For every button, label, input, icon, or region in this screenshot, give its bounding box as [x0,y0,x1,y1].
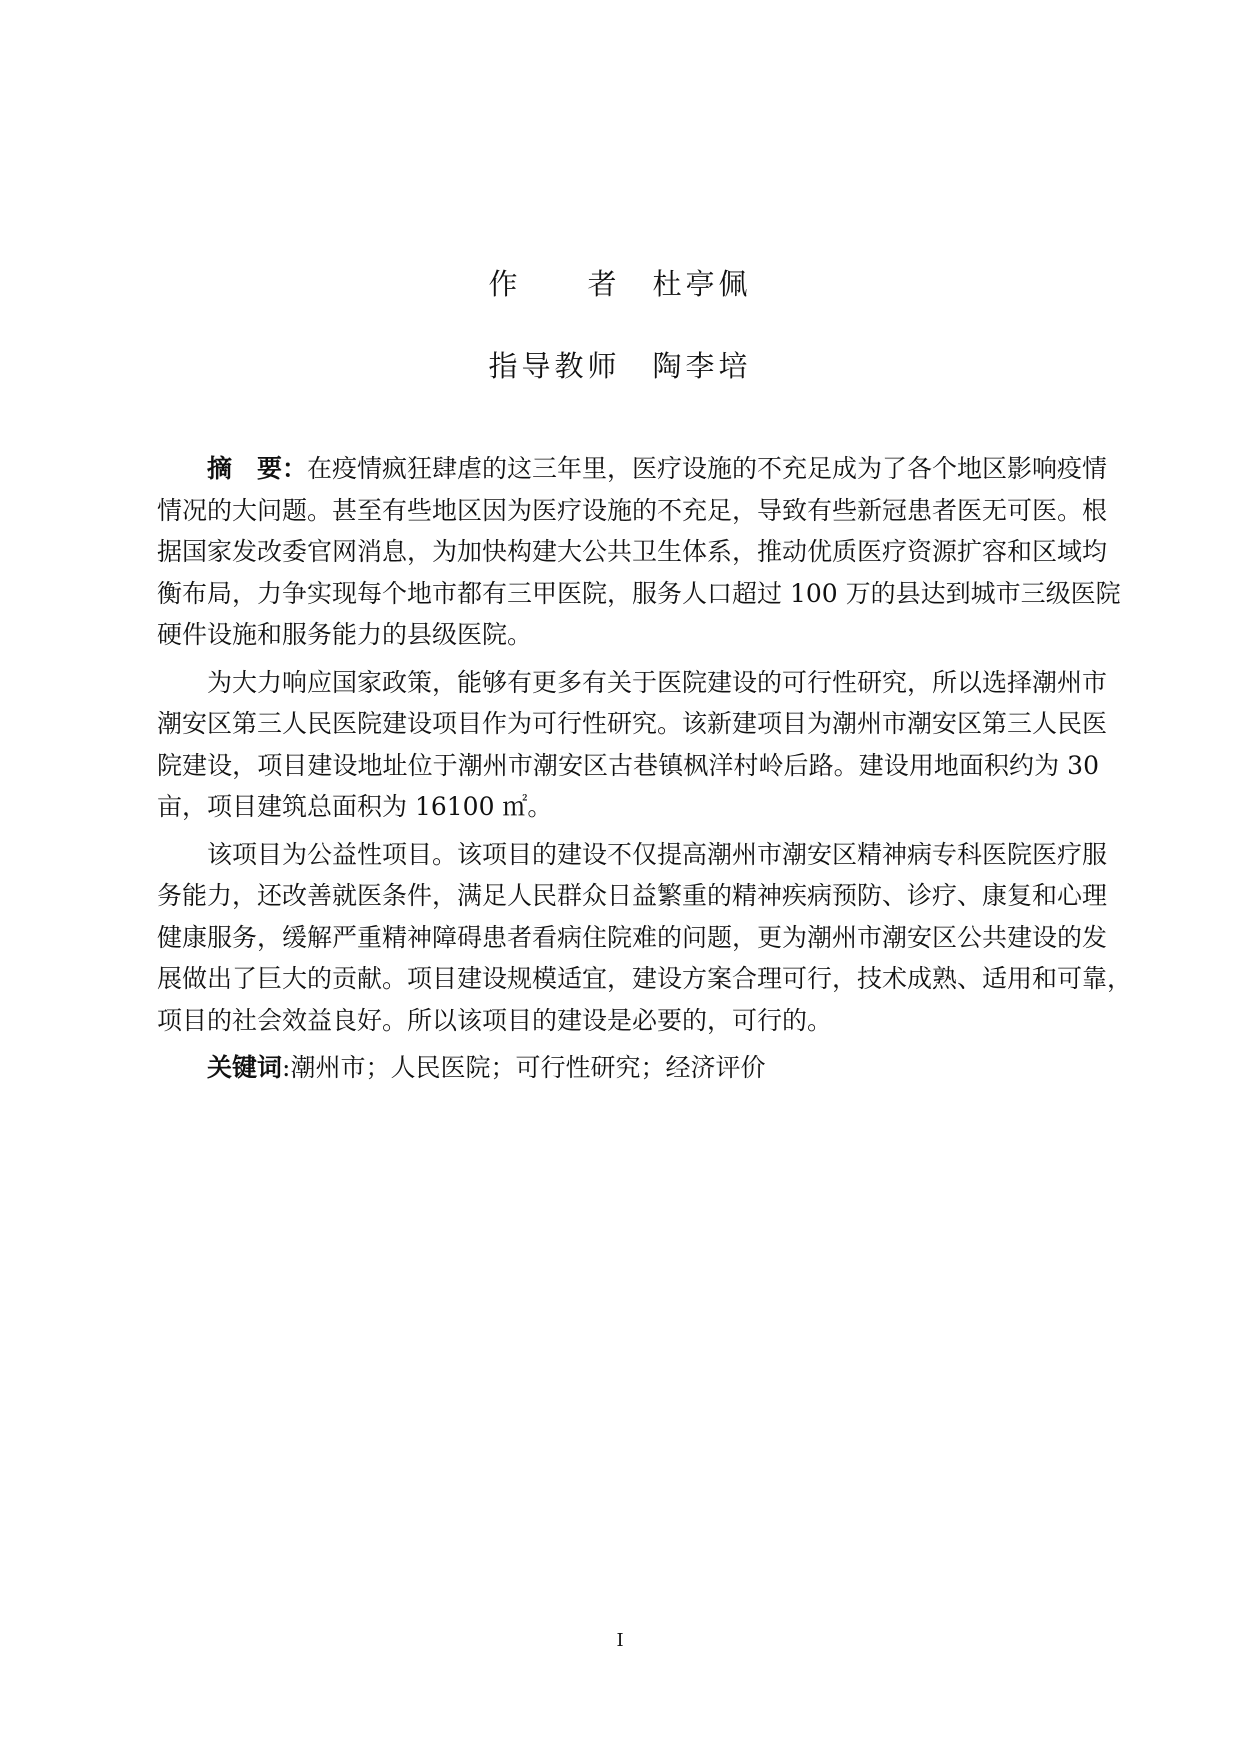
abstract-paragraph-1 [157,448,1121,656]
abstract-line: 潮安区第三人民医院建设项目作为可行性研究。该新建项目为潮州市潮安区第三人民医 [157,709,1108,738]
author-name: 杜亭佩 [652,267,752,301]
keywords-line [157,1047,1099,1089]
abstract-line: 院建设，项目建设地址位于潮州市潮安区古巷镇枫洋村岭后路。建设用地面积约为 30 [157,750,1099,780]
author-label: 作 者 [488,267,621,301]
abstract-paragraph-2 [157,662,1108,828]
advisor-label: 指导教师 [488,349,621,383]
abstract-line: 为大力响应国家政策，能够有更多有关于医院建设的可行性研究，所以选择潮州市 [207,667,1108,697]
abstract-body [157,448,1133,1095]
keywords-value: :潮州市；人民医院；可行性研究；经济评价 [282,1053,766,1082]
abstract-paragraph-3 [157,834,1133,1042]
abstract-text: 在疫情疯狂肆虐的这三年里，医疗设施的不充足成为了各个地区影响疫情 [307,454,1108,483]
advisor-line [0,344,1240,385]
abstract-line: 情况的大问题。甚至有些地区因为医疗设施的不充足，导致有些新冠患者医无可医。根 [157,495,1108,525]
page-number: I [616,1630,624,1651]
abstract-label: 摘 要： [207,454,308,483]
keywords-row [157,1047,1099,1089]
abstract-line: 展做出了巨大的贡献。项目建设规模适宜，建设方案合理可行，技术成熟、适用和可靠， [157,964,1133,993]
abstract-line: 项目的社会效益良好。所以该项目的建设是必要的，可行的。 [157,1005,833,1035]
keywords-label: 关键词 [207,1053,283,1082]
abstract-line: 衡布局，力争实现每个地市都有三甲医院，服务人口超过 100 万的县达到城市三级医院 [157,578,1121,608]
abstract-line: 务能力，还改善就医条件，满足人民群众日益繁重的精神疾病预防、诊疗、康复和心理 [157,881,1108,910]
abstract-line: 亩，项目建筑总面积为 16100 ㎡。 [157,792,553,821]
abstract-line: 据国家发改委官网消息，为加快构建大公共卫生体系，推动优质医疗资源扩容和区域均 [157,537,1108,566]
abstract-line: 硬件设施和服务能力的县级医院。 [157,620,533,649]
author-line [0,262,1240,303]
abstract-line: 健康服务，缓解严重精神障碍患者看病住院难的问题，更为潮州市潮安区公共建设的发 [157,922,1108,952]
advisor-name: 陶李培 [652,349,752,383]
abstract-line [157,448,1108,490]
abstract-line: 该项目为公益性项目。该项目的建设不仅提高潮州市潮安区精神病专科医院医疗服 [207,839,1108,869]
